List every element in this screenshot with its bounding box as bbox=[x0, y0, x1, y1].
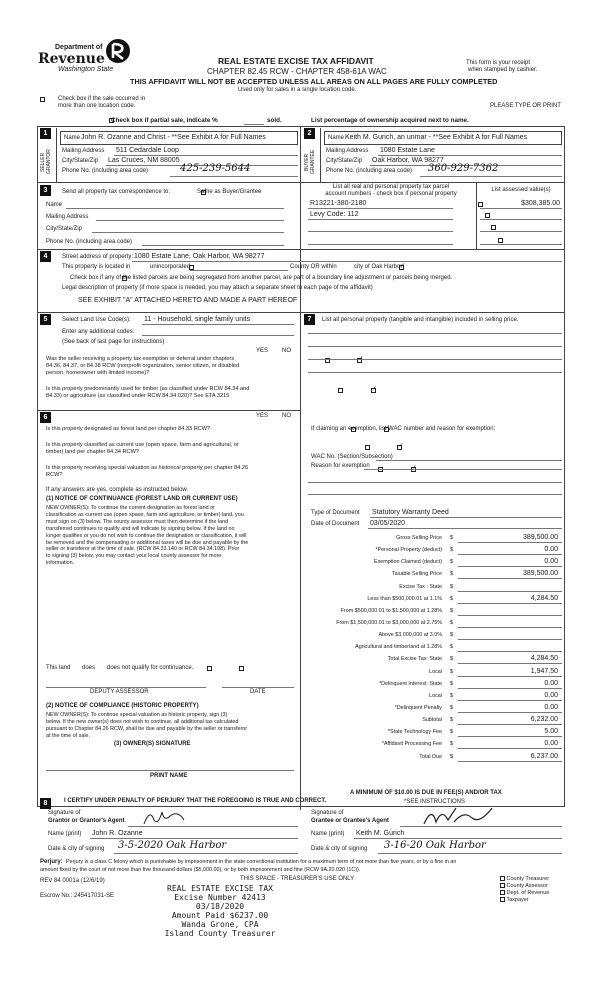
see-instructions-note: *SEE INSTRUCTIONS bbox=[404, 799, 466, 805]
tax-calc-label: Less than $500,000.01 at 1.1% bbox=[367, 595, 442, 602]
form-chapter: CHAPTER 82.45 RCW - CHAPTER 458-61A WAC bbox=[207, 67, 387, 76]
tax-calc-row bbox=[300, 544, 564, 556]
s5-q2-yes-checkbox[interactable] bbox=[338, 388, 343, 393]
parcel-list-header-1: List all real and personal property tax parcel bbox=[332, 184, 450, 190]
type-or-print: PLEASE TYPE OR PRINT bbox=[490, 103, 561, 109]
tax-calc-row bbox=[300, 751, 564, 763]
tax-calc-label: *State Technology Fee bbox=[387, 729, 442, 736]
tax-calc-dollar: $ bbox=[450, 692, 453, 699]
form-title: REAL ESTATE EXCISE TAX AFFIDAVIT bbox=[218, 56, 374, 66]
agency-line1: Department of bbox=[55, 44, 103, 51]
tax-calc-row bbox=[300, 678, 564, 690]
assessed-values-header: List assessed value(s) bbox=[491, 187, 551, 193]
tax-calc-row bbox=[300, 532, 564, 544]
land-use-instructions: (See back of last page for instructions) bbox=[62, 339, 165, 345]
street-address-field[interactable]: 1080 Estate Lane, Oak Harbor, WA 98277 bbox=[134, 253, 265, 260]
this-land-label: This land bbox=[46, 665, 71, 671]
buyer-city-label: City/State/Zip bbox=[326, 158, 363, 164]
tax-calc-row bbox=[300, 581, 564, 593]
partial-sale-label: Check box if partial sale, indicate % bbox=[111, 117, 218, 124]
perjury-text-1: Perjury is a class C felony which is punishable by imprisonment in the state correctional institution for a maximum term of not more than five years, or by a fine in an bbox=[66, 859, 457, 865]
tax-calc-label: *Affidavit Processing Fee bbox=[381, 741, 442, 748]
wac-number-label: WAC No. (Section/Subsection) bbox=[311, 454, 393, 460]
multi-location-checkbox[interactable] bbox=[40, 97, 45, 102]
s6-q2-no-checkbox[interactable] bbox=[397, 445, 402, 450]
s6-question-1: Is this property designated as forest land per chapter 84.33 RCW? bbox=[46, 426, 211, 432]
notice-compliance-heading: (2) NOTICE OF COMPLIANCE (HISTORIC PROPERTY) bbox=[46, 703, 199, 709]
tax-calc-row bbox=[300, 641, 564, 653]
seller-address-label: Mailing Address bbox=[62, 148, 105, 154]
copy-distribution: County Treasurer County Assessor Dept. of Revenue Taxpayer bbox=[500, 876, 549, 904]
tax-calc-label: Local bbox=[429, 692, 442, 699]
s6-no-header: NO bbox=[282, 413, 291, 419]
unincorporated-label: unincorporated bbox=[150, 264, 191, 270]
buyer-address-field[interactable]: 1080 Estate Lane bbox=[380, 147, 435, 154]
grantor-date-field[interactable]: 3-5-2020 Oak Harbor bbox=[118, 840, 227, 851]
land-does-checkbox[interactable] bbox=[207, 666, 212, 671]
copy-treasurer-checkbox[interactable] bbox=[500, 876, 505, 881]
tax-calc-value[interactable]: 6,232.00 bbox=[530, 716, 558, 724]
form-warning: THIS AFFIDAVIT WILL NOT BE ACCEPTED UNLESS ALL AREAS ON ALL PAGES ARE FULLY COMPLETED bbox=[130, 77, 498, 86]
section-4-number: 4 bbox=[40, 251, 51, 262]
parcel-4-personal-checkbox[interactable] bbox=[498, 238, 503, 243]
tax-calc-row bbox=[300, 556, 564, 568]
tax-calc-dollar: $ bbox=[450, 632, 453, 639]
tax-calc-value[interactable]: 0.00 bbox=[544, 691, 558, 699]
grantor-signature-label-2: Grantor or Grantor's Agent bbox=[48, 818, 125, 824]
buyer-phone-label: Phone No. (including area code) bbox=[326, 168, 413, 174]
s5-q2-no-checkbox[interactable] bbox=[371, 388, 376, 393]
grantor-date-label: Date & city of signing bbox=[48, 846, 105, 852]
s6-yes-header: YES bbox=[256, 413, 269, 419]
copy-taxpayer-checkbox[interactable] bbox=[500, 897, 505, 902]
parcel-3-personal-checkbox[interactable] bbox=[491, 225, 496, 230]
assessed-value-1[interactable]: $308,385.00 bbox=[521, 200, 560, 207]
buyer-address-label: Mailing Address bbox=[326, 148, 369, 154]
section-8-number: 8 bbox=[40, 798, 51, 809]
tax-calc-label: Taxable Selling Price bbox=[391, 571, 442, 578]
seller-name-field[interactable]: John R. Ozanne and Christ - **See Exhibit A for Full Names bbox=[81, 134, 266, 141]
section-2-number: 2 bbox=[304, 128, 315, 139]
s6-question-3: Is this property receiving special valuation as historical property per chapter 84.26 RCW? bbox=[46, 465, 249, 478]
grantee-name-label: Name (print) bbox=[311, 831, 345, 837]
within-city-label: city of Oak Harbor bbox=[354, 264, 403, 270]
buyer-side-label: BUYER GRANTEE bbox=[304, 149, 316, 175]
tax-calc-row bbox=[300, 605, 564, 617]
escrow-number: Escrow No.: 245417031-SE bbox=[40, 893, 115, 899]
located-in-label: This property is located in bbox=[62, 264, 131, 270]
tax-calc-dollar: $ bbox=[450, 741, 453, 748]
s5-yes-header: YES bbox=[256, 348, 269, 354]
treasurer-stamp: REAL ESTATE EXCISE TAX Excise Number 42413 03/18/2020 Amount Paid $6237.00 Wanda Grone, CPA Island County Treasurer bbox=[164, 884, 276, 938]
tax-calc-value[interactable]: 0.00 bbox=[544, 703, 558, 711]
tax-calc-row bbox=[300, 714, 564, 726]
tax-calc-label: *Personal Property (deduct) bbox=[375, 547, 442, 554]
tax-calc-label: *Delinquent Interest: State bbox=[379, 680, 442, 687]
document-type-field[interactable]: Statutory Warranty Deed bbox=[372, 509, 449, 516]
parcel-list-header-2: account numbers - check box if personal property bbox=[325, 191, 457, 197]
tax-calc-value[interactable]: 0.00 bbox=[544, 546, 558, 554]
tax-calc-dollar: $ bbox=[450, 680, 453, 687]
exemption-claim-label: If claiming an exemption, list WAC number and reason for exemption: bbox=[311, 426, 496, 432]
buyer-name-field[interactable]: Keith M. Gurich, an unmar - **See Exhibit A for Full Names bbox=[345, 134, 528, 141]
tax-calc-label: Subtotal bbox=[422, 717, 442, 724]
if-any-yes-note: If any answers are yes, complete as instructed below. bbox=[46, 487, 189, 493]
tax-calc-label: From $500,000.01 to $1,500,000 at 1.28% bbox=[340, 607, 442, 614]
tax-calc-dollar: $ bbox=[450, 753, 453, 760]
document-date-field[interactable]: 03/05/2020 bbox=[370, 520, 406, 527]
tax-calc-row bbox=[300, 690, 564, 702]
tax-calc-dollar: $ bbox=[450, 717, 453, 724]
parcel-number-1[interactable]: R13221-380-2180 bbox=[310, 200, 367, 207]
tax-calc-label: *Delinquent Penalty bbox=[394, 704, 442, 711]
tax-calc-label: Agricultural and timberland at 1.28% bbox=[355, 644, 442, 651]
seller-side-label: SELLER GRANTOR bbox=[40, 149, 52, 175]
tax-calc-dollar: $ bbox=[450, 547, 453, 554]
tax-calc-label: Gross Selling Price bbox=[396, 535, 442, 541]
tax-calc-value[interactable]: 5.00 bbox=[544, 728, 558, 736]
section-1-number: 1 bbox=[40, 128, 51, 139]
grantee-date-label: Date & city of signing bbox=[311, 846, 368, 852]
multi-location-label-2: more than one location code. bbox=[58, 103, 136, 109]
tax-calc-value[interactable]: 0.00 bbox=[544, 679, 558, 687]
grantor-name-field[interactable]: John R. Ozanne bbox=[92, 830, 143, 837]
seller-phone-label: Phone No. (including area code) bbox=[62, 168, 149, 174]
assessor-date-label: DATE bbox=[250, 689, 266, 695]
grantee-date-field[interactable]: 3-16-20 Oak Harbor bbox=[384, 840, 486, 851]
parcel-2-personal-checkbox[interactable] bbox=[485, 213, 490, 218]
revenue-logo-icon bbox=[105, 38, 131, 64]
multi-location-label-1: Check box if the sale occurred in bbox=[58, 96, 146, 102]
tax-calc-label: Total Due bbox=[419, 753, 442, 760]
tax-calculation-table bbox=[300, 532, 564, 763]
owners-signature-label: (3) OWNER(S) SIGNATURE bbox=[114, 741, 191, 747]
street-address-label: Street address of property: bbox=[62, 254, 134, 260]
tax-calc-dollar: $ bbox=[450, 571, 453, 578]
tax-calc-row bbox=[300, 702, 564, 714]
tax-calc-label: Above $3,000,000 at 3.0% bbox=[378, 632, 442, 639]
copy-revenue-checkbox[interactable] bbox=[500, 890, 505, 895]
agency-state: Washington State bbox=[58, 66, 114, 73]
tax-calc-dollar: $ bbox=[450, 644, 453, 651]
correspondence-name-label: Name bbox=[46, 202, 63, 208]
land-use-code-field[interactable]: 11 - Household, single family units bbox=[144, 316, 251, 323]
grantor-signature[interactable] bbox=[140, 806, 200, 828]
seller-address-field[interactable]: 511 Cedardale Loop bbox=[116, 147, 179, 154]
send-correspondence-label: Send all property tax correspondence to: bbox=[62, 189, 171, 195]
tax-calc-dollar: $ bbox=[450, 656, 453, 663]
document-date-label: Date of Document bbox=[311, 521, 360, 527]
tax-calc-dollar: $ bbox=[450, 583, 453, 590]
tax-calc-dollar: $ bbox=[450, 559, 453, 566]
tax-calc-dollar: $ bbox=[450, 595, 453, 602]
seller-phone-field[interactable]: 425-239-5644 bbox=[180, 163, 251, 174]
notice-compliance-text: NEW OWNER(S): To continue special valuation as historic property, sign (3) below. If the new owner(s) does not wish to continue, all additional tax calculated pursuant to Chapter 84.26 RCW, shall be due and payable by the seller or transferor at the time of sale. bbox=[46, 712, 248, 739]
legal-description-label: Legal description of property (if more space is needed, you may attach a separate sheet to each page of the affidavit) bbox=[62, 285, 373, 291]
section-5-number: 5 bbox=[40, 314, 51, 325]
minimum-due-note: A MINIMUM OF $10.00 IS DUE IN FEE(S) AND/OR TAX bbox=[350, 790, 502, 796]
tax-calc-label: From $1,500,000.01 to $3,000,000 at 2.75% bbox=[336, 619, 442, 626]
buyer-name-label: Name bbox=[328, 135, 345, 141]
tax-calc-value[interactable]: 0.00 bbox=[544, 558, 558, 566]
tax-calc-dollar: $ bbox=[450, 729, 453, 736]
ownership-pct-note: List percentage of ownership acquired next to name. bbox=[311, 117, 469, 124]
document-type-label: Type of Document bbox=[311, 510, 360, 516]
grantor-name-label: Name (print) bbox=[48, 831, 82, 837]
segregated-label: Check box if any of the listed parcels are being segregated from another parcel, are part of a boundary line adjustment or parcels being merged. bbox=[70, 275, 453, 281]
grantee-name-field[interactable]: Keith M. Gurich bbox=[356, 830, 405, 837]
copy-assessor-checkbox[interactable] bbox=[500, 883, 505, 888]
receipt-note-1: This form is your receipt bbox=[466, 60, 531, 66]
land-use-label: Select Land Use Code(s): bbox=[62, 317, 131, 323]
legal-description-field[interactable]: SEE EXHIBIT "A" ATTACHED HERETO AND MADE A PART HEREOF bbox=[78, 297, 298, 304]
deputy-assessor-label: DEPUTY ASSESSOR bbox=[90, 689, 149, 695]
tax-calc-value[interactable]: 4,284.50 bbox=[530, 655, 558, 663]
correspondence-city-label: City/State/Zip bbox=[46, 226, 83, 232]
tax-calc-dollar: $ bbox=[450, 535, 453, 541]
tax-calc-value[interactable]: 1,947.50 bbox=[530, 667, 558, 675]
tax-calc-label: Local bbox=[429, 668, 442, 675]
grantee-signature[interactable] bbox=[420, 804, 500, 828]
land-does-label: does bbox=[82, 665, 96, 671]
tax-calc-value[interactable]: 0.00 bbox=[544, 740, 558, 748]
perjury-label: Perjury: bbox=[40, 859, 63, 865]
county-or-within-label: County OR within bbox=[290, 264, 337, 270]
correspondence-phone-label: Phone No. (including area code) bbox=[46, 239, 133, 245]
partial-sale-sold: sold. bbox=[267, 117, 282, 124]
additional-codes-label: Enter any additional codes: bbox=[62, 329, 135, 335]
tax-calc-dollar: $ bbox=[450, 704, 453, 711]
print-name-label: PRINT NAME bbox=[150, 773, 188, 779]
tax-calc-row bbox=[300, 666, 564, 678]
treasurer-use-only: THIS SPACE - TREASURER'S USE ONLY bbox=[240, 876, 355, 882]
tax-calc-dollar: $ bbox=[450, 668, 453, 675]
tax-calc-row bbox=[300, 568, 564, 580]
correspondence-address-label: Mailing Address bbox=[46, 214, 89, 220]
perjury-text-2: amount fixed by the court of not more than five thousand dollars ($5,000.00), or by both imprisonment and fine (RCW 9A.20.020 (1C)). bbox=[40, 867, 361, 873]
grantee-signature-label-1: Signature of bbox=[311, 810, 344, 816]
tax-calc-value[interactable]: 389,500.00 bbox=[522, 570, 558, 578]
tax-calc-label: Exemption Claimed (deduct) bbox=[373, 559, 442, 566]
certify-statement: I CERTIFY UNDER PENALTY OF PERJURY THAT THE FOREGOING IS TRUE AND CORRECT. bbox=[64, 798, 327, 804]
buyer-city-field[interactable]: Oak Harbor, WA 98277 bbox=[372, 157, 444, 164]
s6-q2-yes-checkbox[interactable] bbox=[365, 445, 370, 450]
tax-calc-row bbox=[300, 738, 564, 750]
form-revision: REV 84 0001a (12/6/19) bbox=[40, 878, 105, 884]
grantee-signature-label-2: Grantee or Grantee's Agent bbox=[311, 818, 389, 824]
same-as-buyer-label: Same as Buyer/Grantee bbox=[197, 189, 262, 195]
agency-name: Revenue bbox=[38, 51, 105, 67]
seller-name-label: Name bbox=[64, 135, 81, 141]
receipt-note-2: when stamped by cashier. bbox=[468, 67, 538, 73]
tax-calc-value[interactable]: 4,284.50 bbox=[530, 594, 558, 602]
seller-city-label: City/State/Zip bbox=[62, 158, 99, 164]
exemption-reason-label: Reason for exemption bbox=[311, 463, 370, 469]
personal-property-label: List all personal property (tangible and intangible) included in selling price. bbox=[322, 317, 519, 323]
s5-no-header: NO bbox=[282, 348, 291, 354]
section-7-number: 7 bbox=[304, 314, 315, 325]
seller-city-field[interactable]: Las Cruces, NM 88005 bbox=[108, 157, 180, 164]
levy-code[interactable]: Levy Code: 112 bbox=[310, 211, 359, 218]
grantor-signature-label-1: Signature of bbox=[48, 810, 81, 816]
tax-calc-row bbox=[300, 593, 564, 605]
tax-calc-row bbox=[300, 629, 564, 641]
section-3-number: 3 bbox=[40, 185, 51, 196]
land-does-not-label: does not qualify for continuance. bbox=[107, 665, 194, 671]
s5-question-1: Was the seller receiving a property tax exemption or deferral under chapters 84.36, 84.37, or 84.38 RCW (nonprofit organization, senior citizen, or disabled person, homeowner with limited income)? bbox=[46, 356, 240, 376]
tax-calc-dollar: $ bbox=[450, 619, 453, 626]
notice-continuance-heading: (1) NOTICE OF CONTINUANCE (FOREST LAND OR CURRENT USE) bbox=[46, 496, 238, 502]
s5-question-2: Is this property predominantly used for timber (as classified under RCW 84.34 and 84.33) or agriculture (as classified under RCW 84.34.020)? See ETA 3215 bbox=[46, 386, 250, 399]
land-does-not-checkbox[interactable] bbox=[239, 666, 244, 671]
tax-calc-row bbox=[300, 653, 564, 665]
tax-calc-label: Excise Tax : State bbox=[399, 583, 442, 590]
tax-calc-row bbox=[300, 617, 564, 629]
tax-calc-row bbox=[300, 726, 564, 738]
s6-question-2: Is this property classified as current use (open space, farm and agricultural, or timber) land per chapter 84.34 RCW? bbox=[46, 442, 239, 455]
single-location-note: Used only for sales in a single location code. bbox=[238, 87, 357, 93]
section-6-number: 6 bbox=[40, 412, 51, 423]
tax-calc-value[interactable]: 6,237.00 bbox=[530, 752, 558, 760]
tax-calc-value[interactable]: 389,500.00 bbox=[522, 534, 558, 541]
buyer-phone-field[interactable]: 360-929-7362 bbox=[428, 163, 499, 174]
tax-calc-label: Total Excise Tax: State bbox=[387, 656, 442, 663]
tax-calc-dollar: $ bbox=[450, 607, 453, 614]
notice-continuance-text: NEW OWNER(S): To continue the current designation as forest land or classification as current use (open space, farm and agriculture, or timber) land, you must sign on (3) below. The county assessor must then determine if the land transferred continues to qualify and will indicate by signing below. If the land no longer qualifies or you do not wish to continue the designation or classification, it will be removed and the compensating or additional taxes will be due and payable by the seller or transferor at the time of sale. (RCW 84.33.140 or RCW 84.34.108). Prior to signing (3) below, you may contact your local county assessor for more information. bbox=[46, 505, 249, 567]
